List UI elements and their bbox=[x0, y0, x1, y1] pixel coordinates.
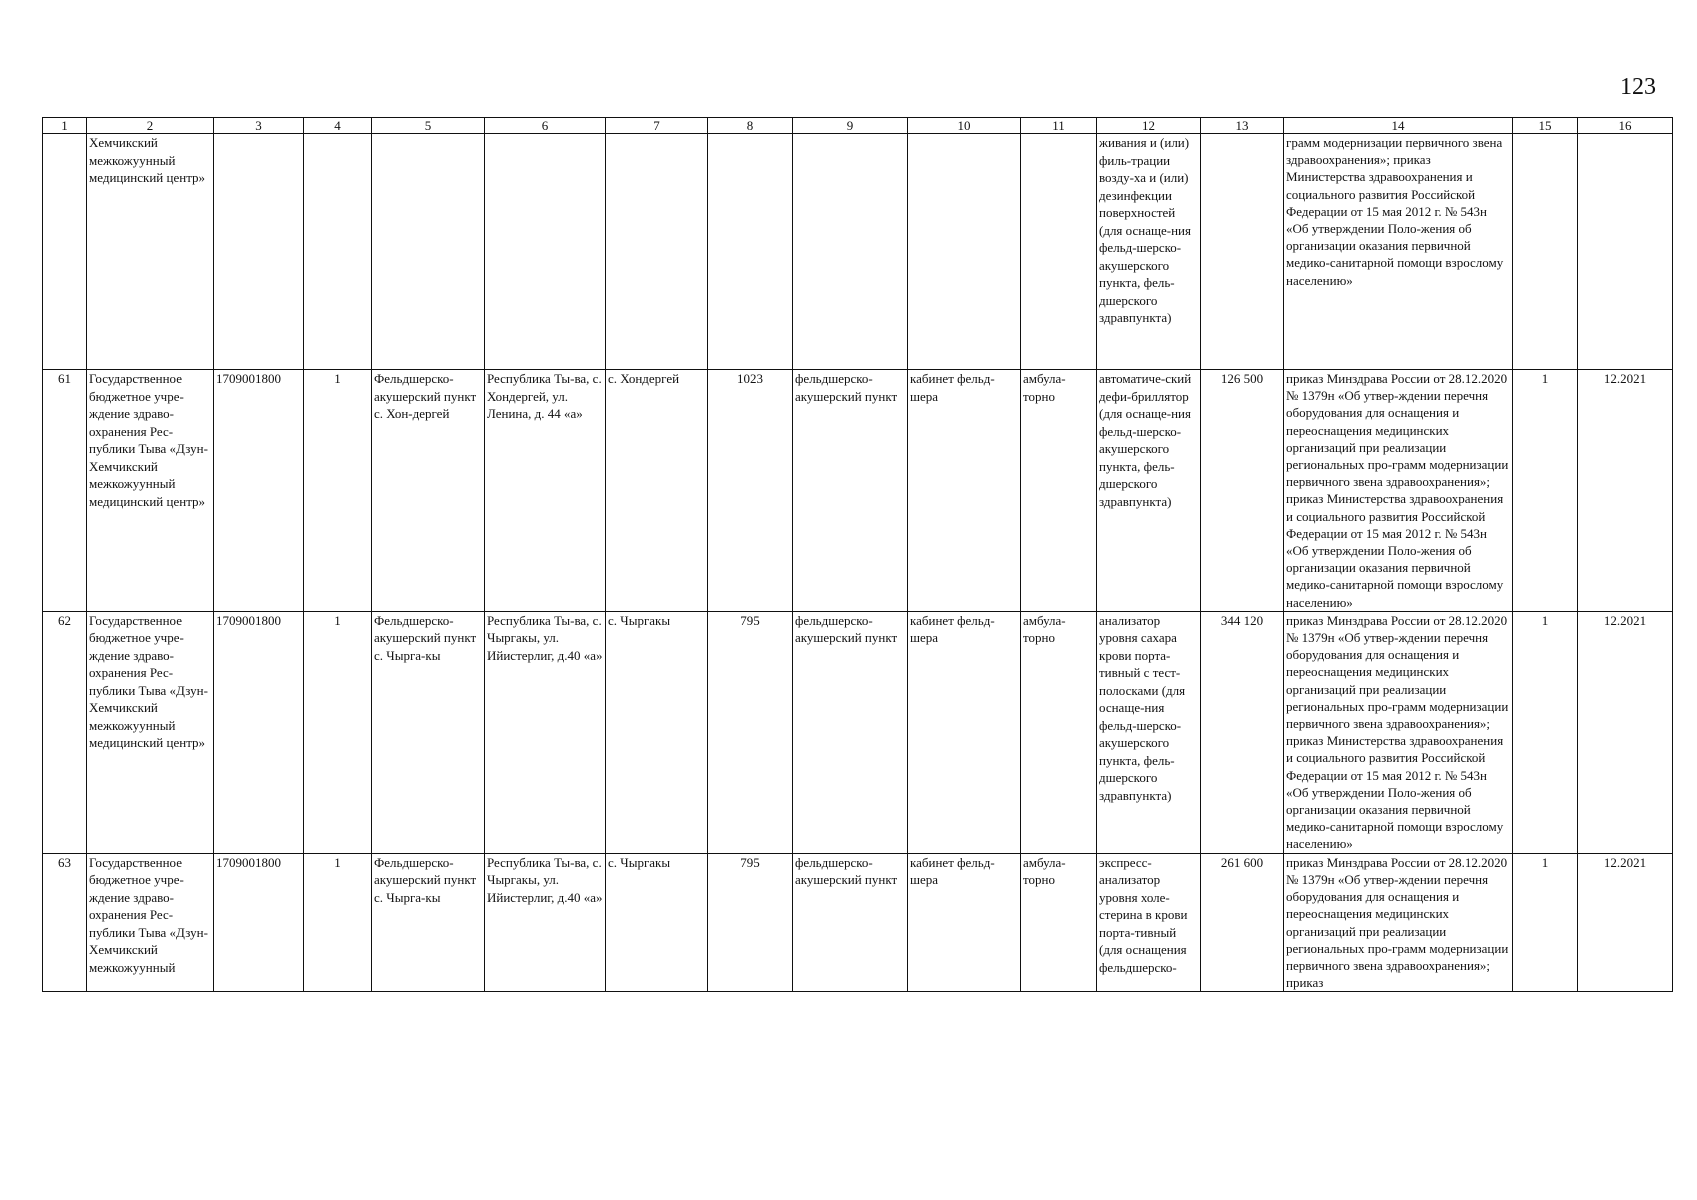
equipment-price: 261 600 bbox=[1201, 853, 1284, 992]
table-row bbox=[43, 370, 1673, 612]
facility-type: фельдшерско-акушерский пункт bbox=[793, 370, 908, 612]
column-number: 11 bbox=[1021, 118, 1097, 134]
facility-type: фельдшерско-акушерский пункт bbox=[793, 611, 908, 853]
equipment-quantity: 1 bbox=[1513, 370, 1578, 612]
row-number bbox=[43, 134, 87, 370]
care-form bbox=[1021, 134, 1097, 370]
facility-address: Республика Ты-ва, с. Чыргакы, ул. Ийистерлиг, д.40 «а» bbox=[485, 853, 606, 992]
settlement-name: с. Чыргакы bbox=[606, 853, 708, 992]
equipment-quantity: 1 bbox=[1513, 611, 1578, 853]
delivery-date bbox=[1578, 134, 1673, 370]
legal-basis: приказ Минздрава России от 28.12.2020 № 1379н «Об утвер-ждении перечня оборудования для оснащения и переоснащения медицинских организаций при реализации региональных про-грамм модернизации первичного звена здравоохранения»; приказ bbox=[1284, 853, 1513, 992]
column-number: 14 bbox=[1284, 118, 1513, 134]
population-count bbox=[708, 134, 793, 370]
column-number: 5 bbox=[372, 118, 485, 134]
equipment-name: живания и (или) филь-трации возду-ха и (или) дезинфекции поверхностей (для оснаще-ния фельд-шерско-акушерского пункта, фель-дшерского здравпункта) bbox=[1097, 134, 1201, 370]
page-number: 123 bbox=[1620, 74, 1656, 100]
care-form: амбула-торно bbox=[1021, 611, 1097, 853]
column-number: 8 bbox=[708, 118, 793, 134]
equipment-name: автоматиче-ский дефи-бриллятор (для оснаще-ния фельд-шерско-акушерского пункта, фель-дшерского здравпункта) bbox=[1097, 370, 1201, 612]
row-number: 62 bbox=[43, 611, 87, 853]
organization-name: Государственное бюджетное учре-ждение здраво-охранения Рес-публики Тыва «Дзун-Хемчикский межкожуунный медицинский центр» bbox=[87, 370, 214, 612]
delivery-date: 12.2021 bbox=[1578, 611, 1673, 853]
column-number: 10 bbox=[908, 118, 1021, 134]
room-name: кабинет фельд-шера bbox=[908, 370, 1021, 612]
equipment-name: экспресс-анализатор уровня холе-стерина в крови порта-тивный (для оснащения фельдшерско- bbox=[1097, 853, 1201, 992]
row-number: 61 bbox=[43, 370, 87, 612]
facility-type: фельдшерско-акушерский пункт bbox=[793, 853, 908, 992]
object-count bbox=[304, 134, 372, 370]
column-number: 1 bbox=[43, 118, 87, 134]
object-count: 1 bbox=[304, 611, 372, 853]
equipment-table bbox=[42, 117, 1673, 992]
equipment-price: 344 120 bbox=[1201, 611, 1284, 853]
facility-address bbox=[485, 134, 606, 370]
facility-name: Фельдшерско-акушерский пункт с. Чырга-кы bbox=[372, 611, 485, 853]
inn-code: 1709001800 bbox=[214, 611, 304, 853]
column-number: 2 bbox=[87, 118, 214, 134]
organization-name: Хемчикский межкожуунный медицинский центр» bbox=[87, 134, 214, 370]
equipment-quantity bbox=[1513, 134, 1578, 370]
column-number: 9 bbox=[793, 118, 908, 134]
room-name bbox=[908, 134, 1021, 370]
delivery-date: 12.2021 bbox=[1578, 370, 1673, 612]
facility-address: Республика Ты-ва, с. Чыргакы, ул. Ийистерлиг, д.40 «а» bbox=[485, 611, 606, 853]
inn-code: 1709001800 bbox=[214, 853, 304, 992]
facility-name bbox=[372, 134, 485, 370]
column-number: 4 bbox=[304, 118, 372, 134]
equipment-quantity: 1 bbox=[1513, 853, 1578, 992]
legal-basis: грамм модернизации первичного звена здравоохранения»; приказ Министерства здравоохранения и социального развития Российской Федерации от 15 мая 2012 г. № 543н «Об утверждении Поло-жения об организации оказания первичной медико-санитарной помощи взрослому населению» bbox=[1284, 134, 1513, 370]
object-count: 1 bbox=[304, 853, 372, 992]
population-count: 1023 bbox=[708, 370, 793, 612]
column-number: 13 bbox=[1201, 118, 1284, 134]
settlement-name: с. Чыргакы bbox=[606, 611, 708, 853]
column-number-row bbox=[43, 118, 1673, 134]
table-row bbox=[43, 853, 1673, 992]
column-number: 3 bbox=[214, 118, 304, 134]
column-number: 12 bbox=[1097, 118, 1201, 134]
equipment-name: анализатор уровня сахара крови порта-тивный с тест-полосками (для оснаще-ния фельд-шерско-акушерского пункта, фель-дшерского здравпункта) bbox=[1097, 611, 1201, 853]
population-count: 795 bbox=[708, 611, 793, 853]
facility-address: Республика Ты-ва, с. Хондергей, ул. Ленина, д. 44 «а» bbox=[485, 370, 606, 612]
settlement-name bbox=[606, 134, 708, 370]
room-name: кабинет фельд-шера bbox=[908, 853, 1021, 992]
row-number: 63 bbox=[43, 853, 87, 992]
facility-name: Фельдшерско-акушерский пункт с. Хон-дергей bbox=[372, 370, 485, 612]
table-row bbox=[43, 134, 1673, 370]
room-name: кабинет фельд-шера bbox=[908, 611, 1021, 853]
facility-name: Фельдшерско-акушерский пункт с. Чырга-кы bbox=[372, 853, 485, 992]
population-count: 795 bbox=[708, 853, 793, 992]
settlement-name: с. Хондергей bbox=[606, 370, 708, 612]
column-number: 16 bbox=[1578, 118, 1673, 134]
organization-name: Государственное бюджетное учре-ждение здраво-охранения Рес-публики Тыва «Дзун-Хемчикский межкожуунный bbox=[87, 853, 214, 992]
equipment-price bbox=[1201, 134, 1284, 370]
inn-code: 1709001800 bbox=[214, 370, 304, 612]
column-number: 7 bbox=[606, 118, 708, 134]
organization-name: Государственное бюджетное учре-ждение здраво-охранения Рес-публики Тыва «Дзун-Хемчикский межкожуунный медицинский центр» bbox=[87, 611, 214, 853]
legal-basis: приказ Минздрава России от 28.12.2020 № 1379н «Об утвер-ждении перечня оборудования для оснащения и переоснащения медицинских организаций при реализации региональных про-грамм модернизации первичного звена здравоохранения»; приказ Министерства здравоохранения и социального развития Российской Федерации от 15 мая 2012 г. № 543н «Об утверждении Поло-жения об организации оказания первичной медико-санитарной помощи взрослому населению» bbox=[1284, 611, 1513, 853]
object-count: 1 bbox=[304, 370, 372, 612]
legal-basis: приказ Минздрава России от 28.12.2020 № 1379н «Об утвер-ждении перечня оборудования для оснащения и переоснащения медицинских организаций при реализации региональных про-грамм модернизации первичного звена здравоохранения»; приказ Министерства здравоохранения и социального развития Российской Федерации от 15 мая 2012 г. № 543н «Об утверждении Поло-жения об организации оказания первичной медико-санитарной помощи взрослому населению» bbox=[1284, 370, 1513, 612]
equipment-price: 126 500 bbox=[1201, 370, 1284, 612]
table-row bbox=[43, 611, 1673, 853]
inn-code bbox=[214, 134, 304, 370]
delivery-date: 12.2021 bbox=[1578, 853, 1673, 992]
column-number: 15 bbox=[1513, 118, 1578, 134]
column-number: 6 bbox=[485, 118, 606, 134]
care-form: амбула-торно bbox=[1021, 853, 1097, 992]
facility-type bbox=[793, 134, 908, 370]
care-form: амбула-торно bbox=[1021, 370, 1097, 612]
